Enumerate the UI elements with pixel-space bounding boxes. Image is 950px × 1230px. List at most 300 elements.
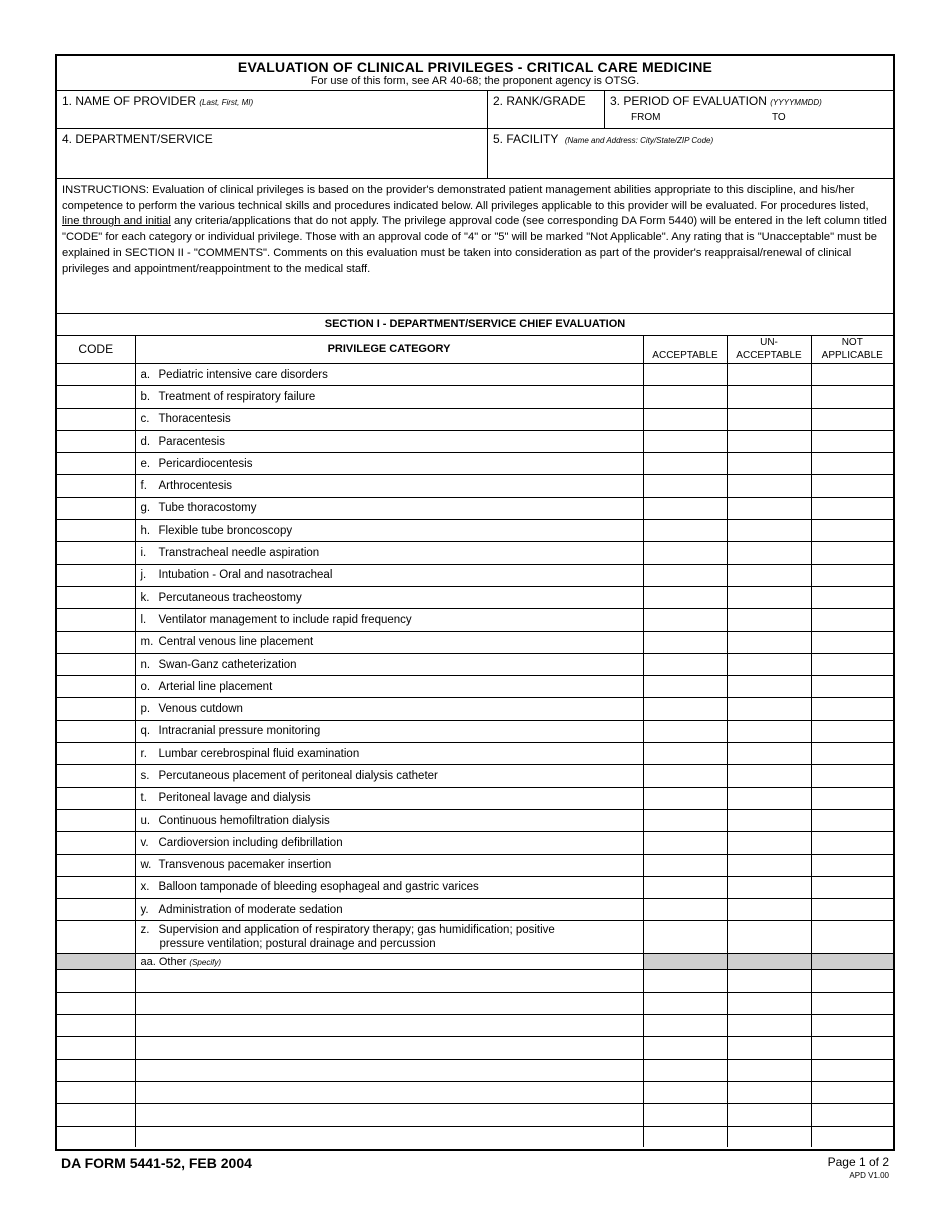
privilege-cell [135,765,643,787]
unacceptable-cell[interactable] [727,475,811,497]
code-cell[interactable] [57,698,135,720]
not-applicable-cell[interactable] [811,386,893,408]
unacceptable-cell[interactable] [727,1015,811,1037]
table-row [57,430,893,452]
unacceptable-label-2: ACCEPTABLE [736,350,802,361]
other-specify-cell[interactable] [135,1059,643,1081]
code-cell[interactable] [57,586,135,608]
unacceptable-cell[interactable] [727,1059,811,1081]
instructions-block [57,179,893,314]
not-applicable-cell[interactable] [811,676,893,698]
table-row [57,475,893,497]
blank-row [57,1126,893,1147]
acceptable-cell[interactable] [643,1126,727,1147]
unacceptable-cell[interactable] [727,676,811,698]
not-applicable-cell[interactable] [811,876,893,898]
privilege-text: Tube thoracostomy [158,502,257,515]
acceptable-cell[interactable] [643,765,727,787]
privilege-letter: r. [140,747,147,760]
privilege-text: Intubation - Oral and nasotracheal [158,569,333,582]
code-cell[interactable] [57,876,135,898]
code-cell[interactable] [57,1081,135,1103]
privilege-letter: x. [140,881,150,894]
acceptable-cell[interactable] [643,970,727,992]
not-applicable-cell[interactable] [811,586,893,608]
form-id: DA FORM 5441-52, FEB 2004 [61,1155,252,1171]
table-row [57,876,893,898]
acceptable-cell[interactable] [643,364,727,386]
not-applicable-cell[interactable] [811,542,893,564]
code-cell[interactable] [57,520,135,542]
privilege-cell [135,720,643,742]
table-row [57,520,893,542]
acceptable-cell[interactable] [643,453,727,475]
unacceptable-cell[interactable] [727,564,811,586]
code-cell[interactable] [57,787,135,809]
privilege-text: Cardioversion including defibrillation [158,836,343,849]
table-row [57,364,893,386]
acceptable-cell[interactable] [643,899,727,921]
privilege-letter: o. [140,680,151,693]
blank-row [57,1059,893,1081]
unacceptable-cell[interactable] [727,453,811,475]
unacceptable-column-header [727,336,811,364]
privilege-cell [135,832,643,854]
table-row [57,787,893,809]
not-applicable-cell[interactable] [811,564,893,586]
unacceptable-cell[interactable] [727,542,811,564]
privilege-text-line-1: Supervision and application of respiratory therapy; gas humidification; positive [158,924,555,937]
code-cell[interactable] [57,653,135,675]
privilege-cell [135,475,643,497]
acceptable-cell[interactable] [643,1081,727,1103]
acceptable-cell[interactable] [643,564,727,586]
code-cell[interactable] [57,542,135,564]
privilege-column-header: PRIVILEGE CATEGORY [135,336,643,364]
code-cell[interactable] [57,386,135,408]
blank-row [57,1015,893,1037]
blank-row [57,992,893,1014]
other-cell [135,954,643,970]
not-applicable-cell[interactable] [811,430,893,452]
unacceptable-cell[interactable] [727,832,811,854]
not-applicable-cell[interactable] [811,832,893,854]
code-cell[interactable] [57,564,135,586]
table-row [57,921,893,954]
code-cell[interactable] [57,430,135,452]
instructions-text-1: INSTRUCTIONS: Evaluation of clinical privileges is based on the provider's demonstrated patient management abilities appropriate to this discipline, and his/her competence to perform the various technical skills and procedures indicated below. All privileges applicable to this provider will be evaluated. For procedures listed, [62,184,869,212]
not-applicable-cell[interactable] [811,1059,893,1081]
privilege-text: Arthrocentesis [158,480,233,493]
privilege-text: Swan-Ganz catheterization [158,658,297,671]
privilege-letter: w. [140,859,152,872]
table-row [57,453,893,475]
not-applicable-cell[interactable] [811,609,893,631]
privilege-letter: t. [140,792,147,805]
acceptable-cell-shaded [643,954,727,970]
privilege-letter: k. [140,591,150,604]
table-row [57,698,893,720]
form-title: EVALUATION OF CLINICAL PRIVILEGES - CRITICAL CARE MEDICINE [237,59,713,75]
unacceptable-cell[interactable] [727,899,811,921]
unacceptable-cell[interactable] [727,653,811,675]
acceptable-cell[interactable] [643,586,727,608]
privilege-text: Balloon tamponade of bleeding esophageal and gastric varices [158,881,479,894]
privilege-cell [135,542,643,564]
privilege-letter: b. [140,390,151,403]
not-applicable-cell[interactable] [811,698,893,720]
privilege-letter: s. [140,769,150,782]
not-applicable-cell[interactable] [811,520,893,542]
provider-info-row [57,91,893,129]
table-row [57,631,893,653]
table-row [57,564,893,586]
unacceptable-cell-shaded [727,954,811,970]
unacceptable-cell[interactable] [727,1037,811,1059]
unacceptable-cell[interactable] [727,743,811,765]
name-of-provider-field[interactable] [57,91,488,128]
privilege-cell [135,743,643,765]
period-label: 3. PERIOD OF EVALUATION [610,94,767,108]
privilege-text: Lumbar cerebrospinal fluid examination [158,747,360,760]
privilege-cell [135,787,643,809]
not-applicable-cell[interactable] [811,992,893,1014]
facility-field[interactable] [488,129,893,178]
privilege-letter: d. [140,435,151,448]
not-applicable-cell[interactable] [811,364,893,386]
code-cell[interactable] [57,992,135,1014]
table-row [57,765,893,787]
not-applicable-cell[interactable] [811,809,893,831]
privilege-text: Central venous line placement [158,636,314,649]
privilege-letter: i. [140,547,147,560]
unacceptable-cell[interactable] [727,921,811,954]
code-cell[interactable] [57,899,135,921]
code-cell[interactable] [57,497,135,519]
not-applicable-cell[interactable] [811,970,893,992]
privilege-text: Pericardiocentesis [158,457,253,470]
code-cell[interactable] [57,609,135,631]
from-label: FROM [631,112,661,123]
privilege-text: Administration of moderate sedation [158,903,343,916]
unacceptable-cell[interactable] [727,430,811,452]
privilege-cell [135,653,643,675]
privilege-cell [135,809,643,831]
blank-row [57,1037,893,1059]
table-row [57,609,893,631]
unacceptable-cell[interactable] [727,497,811,519]
unacceptable-cell[interactable] [727,609,811,631]
privilege-cell [135,676,643,698]
other-specify-cell[interactable] [135,1126,643,1147]
facility-label: 5. FACILITY [493,132,559,146]
privilege-cell [135,453,643,475]
period-hint: (YYYYMMDD) [770,98,822,107]
privilege-cell [135,609,643,631]
unacceptable-cell[interactable] [727,586,811,608]
privilege-cell [135,586,643,608]
unacceptable-cell[interactable] [727,720,811,742]
unacceptable-cell[interactable] [727,876,811,898]
unacceptable-cell[interactable] [727,970,811,992]
acceptable-cell[interactable] [643,408,727,430]
acceptable-cell[interactable] [643,1059,727,1081]
code-cell[interactable] [57,970,135,992]
not-applicable-cell[interactable] [811,787,893,809]
facility-hint: (Name and Address: City/State/ZIP Code) [564,136,714,145]
name-hint: (Last, First, MI) [199,98,254,107]
acceptable-cell[interactable] [643,743,727,765]
acceptable-cell[interactable] [643,609,727,631]
acceptable-cell[interactable] [643,720,727,742]
not-applicable-cell[interactable] [811,453,893,475]
privilege-cell [135,386,643,408]
acceptable-cell[interactable] [643,698,727,720]
acceptable-cell[interactable] [643,1037,727,1059]
rank-label: 2. RANK/GRADE [493,94,586,108]
table-header-row [57,336,893,364]
table-row [57,899,893,921]
acceptable-label: ACCEPTABLE [652,350,718,361]
unacceptable-cell[interactable] [727,698,811,720]
privilege-letter: h. [140,524,151,537]
privilege-text: Transvenous pacemaker insertion [158,859,332,872]
unacceptable-cell[interactable] [727,364,811,386]
code-cell[interactable] [57,854,135,876]
rank-grade-field[interactable] [488,91,605,128]
to-label: TO [772,112,786,123]
other-hint: (Specify) [189,957,221,967]
table-row [57,676,893,698]
acceptable-cell[interactable] [643,631,727,653]
code-cell-shaded [57,954,135,970]
unacceptable-cell[interactable] [727,809,811,831]
code-cell[interactable] [57,921,135,954]
privilege-letter: g. [140,502,151,515]
not-applicable-cell[interactable] [811,854,893,876]
privilege-cell [135,698,643,720]
privilege-text: Intracranial pressure monitoring [158,725,321,738]
code-cell[interactable] [57,676,135,698]
other-specify-cell[interactable] [135,992,643,1014]
acceptable-cell[interactable] [643,386,727,408]
code-cell[interactable] [57,1037,135,1059]
privilege-cell [135,899,643,921]
unacceptable-cell[interactable] [727,1126,811,1147]
unacceptable-cell[interactable] [727,854,811,876]
acceptable-cell[interactable] [643,653,727,675]
code-cell[interactable] [57,720,135,742]
privilege-letter: q. [140,725,151,738]
privilege-text: Flexible tube broncoscopy [158,524,293,537]
privilege-text: Continuous hemofiltration dialysis [158,814,330,827]
not-applicable-cell[interactable] [811,1081,893,1103]
privilege-text: Pediatric intensive care disorders [158,368,328,381]
table-row [57,386,893,408]
privilege-letter: m. [140,636,154,649]
acceptable-cell[interactable] [643,1104,727,1126]
unacceptable-cell[interactable] [727,631,811,653]
unacceptable-cell[interactable] [727,1081,811,1103]
acceptable-cell[interactable] [643,787,727,809]
instructions-text-2: any criteria/applications that do not apply. The privilege approval code (see corresponding DA Form 5440) will be entered in the left column titled "CODE" for each category or individual privilege. Those with an approval code of "4" or "5" will be marked "Not Applicable". Any rating that is "Unacceptable" must be explained in SECTION II - "COMMENTS". Comments on this evaluation must be taken into consideration as part of the provider's reappraisal/renewal of clinical privileges and appointment/reappointment to the medical staff. [62,215,887,275]
not-applicable-cell[interactable] [811,653,893,675]
privilege-cell [135,497,643,519]
table-row [57,743,893,765]
code-cell[interactable] [57,475,135,497]
not-applicable-cell[interactable] [811,408,893,430]
code-cell[interactable] [57,408,135,430]
privilege-letter: u. [140,814,151,827]
acceptable-cell[interactable] [643,475,727,497]
privilege-letter: y. [140,903,149,916]
acceptable-cell[interactable] [643,1015,727,1037]
unacceptable-cell[interactable] [727,408,811,430]
privilege-text: Percutaneous tracheostomy [158,591,302,604]
table-row [57,854,893,876]
privilege-text: Thoracentesis [158,413,231,426]
other-specify-cell[interactable] [135,1081,643,1103]
other-specify-cell[interactable] [135,1015,643,1037]
other-specify-cell[interactable] [135,970,643,992]
privilege-cell [135,854,643,876]
not-applicable-cell[interactable] [811,631,893,653]
apd-version: APD V1.00 [849,1171,889,1180]
blank-row [57,1081,893,1103]
table-row [57,408,893,430]
acceptable-cell[interactable] [643,992,727,1014]
privilege-text-line-2: pressure ventilation; postural drainage and percussion [159,938,436,951]
code-column-header: CODE [57,336,135,364]
privilege-cell [135,408,643,430]
not-applicable-cell[interactable] [811,475,893,497]
acceptable-cell[interactable] [643,809,727,831]
unacceptable-cell[interactable] [727,787,811,809]
table-row [57,720,893,742]
evaluation-form [55,54,895,1151]
unacceptable-cell[interactable] [727,992,811,1014]
not-applicable-cell[interactable] [811,1037,893,1059]
privilege-letter: l. [140,613,147,626]
privilege-letter: e. [140,457,151,470]
section-title: SECTION I - DEPARTMENT/SERVICE CHIEF EVALUATION [57,314,893,336]
acceptable-cell[interactable] [643,876,727,898]
other-label: aa. Other [140,955,187,968]
code-cell[interactable] [57,832,135,854]
privilege-letter: a. [140,368,151,381]
table-row [57,653,893,675]
code-cell[interactable] [57,1126,135,1147]
table-row [57,542,893,564]
na-label-1: NOT [841,337,863,348]
not-applicable-cell[interactable] [811,921,893,954]
privilege-letter: z. [140,924,150,937]
period-of-evaluation-field[interactable] [605,91,893,128]
not-applicable-column-header [811,336,893,364]
form-header [57,56,893,91]
privilege-cell [135,430,643,452]
acceptable-column-header [643,336,727,364]
not-applicable-cell[interactable] [811,1104,893,1126]
acceptable-cell[interactable] [643,430,727,452]
unacceptable-cell[interactable] [727,1104,811,1126]
unacceptable-cell[interactable] [727,520,811,542]
privilege-letter: n. [140,658,151,671]
privilege-text: Arterial line placement [158,680,273,693]
privilege-table [57,336,893,1147]
code-cell[interactable] [57,453,135,475]
privilege-text: Treatment of respiratory failure [158,390,316,403]
code-cell[interactable] [57,364,135,386]
acceptable-cell[interactable] [643,497,727,519]
unacceptable-cell[interactable] [727,765,811,787]
not-applicable-cell[interactable] [811,1126,893,1147]
unacceptable-cell[interactable] [727,386,811,408]
code-cell[interactable] [57,1104,135,1126]
privilege-cell [135,564,643,586]
form-subtitle: For use of this form, see AR 40-68; the proponent agency is OTSG. [310,75,640,87]
code-cell[interactable] [57,1015,135,1037]
privilege-letter: f. [140,480,147,493]
page-number: Page 1 of 2 [827,1155,889,1169]
not-applicable-cell[interactable] [811,1015,893,1037]
table-row [57,586,893,608]
other-specify-cell[interactable] [135,1037,643,1059]
code-cell[interactable] [57,809,135,831]
privilege-cell [135,364,643,386]
acceptable-cell[interactable] [643,921,727,954]
other-row [57,954,893,970]
other-specify-cell[interactable] [135,1104,643,1126]
privilege-rows [57,364,893,1148]
acceptable-cell[interactable] [643,542,727,564]
acceptable-cell[interactable] [643,676,727,698]
privilege-letter: v. [140,836,149,849]
privilege-text: Peritoneal lavage and dialysis [158,792,311,805]
privilege-text: Percutaneous placement of peritoneal dialysis catheter [158,769,438,782]
code-cell[interactable] [57,765,135,787]
department-service-field[interactable] [57,129,488,178]
not-applicable-cell[interactable] [811,497,893,519]
table-row [57,809,893,831]
instructions-underlined: line through and initial [62,215,171,228]
privilege-text: Ventilator management to include rapid frequency [158,613,412,626]
not-applicable-cell-shaded [811,954,893,970]
not-applicable-cell[interactable] [811,720,893,742]
dept-label: 4. DEPARTMENT/SERVICE [62,132,213,146]
privilege-letter: j. [140,569,147,582]
acceptable-cell[interactable] [643,520,727,542]
not-applicable-cell[interactable] [811,765,893,787]
privilege-letter: c. [140,413,150,426]
code-cell[interactable] [57,743,135,765]
privilege-text: Venous cutdown [158,703,243,716]
name-label: 1. NAME OF PROVIDER [62,94,197,108]
unacceptable-label-1: UN- [760,337,778,348]
department-facility-row [57,129,893,179]
acceptable-cell[interactable] [643,854,727,876]
privilege-letter: p. [140,703,151,716]
privilege-cell [135,631,643,653]
privilege-text: Transtracheal needle aspiration [158,547,320,560]
not-applicable-cell[interactable] [811,743,893,765]
blank-row [57,1104,893,1126]
blank-row [57,970,893,992]
acceptable-cell[interactable] [643,832,727,854]
not-applicable-cell[interactable] [811,899,893,921]
code-cell[interactable] [57,1059,135,1081]
code-cell[interactable] [57,631,135,653]
